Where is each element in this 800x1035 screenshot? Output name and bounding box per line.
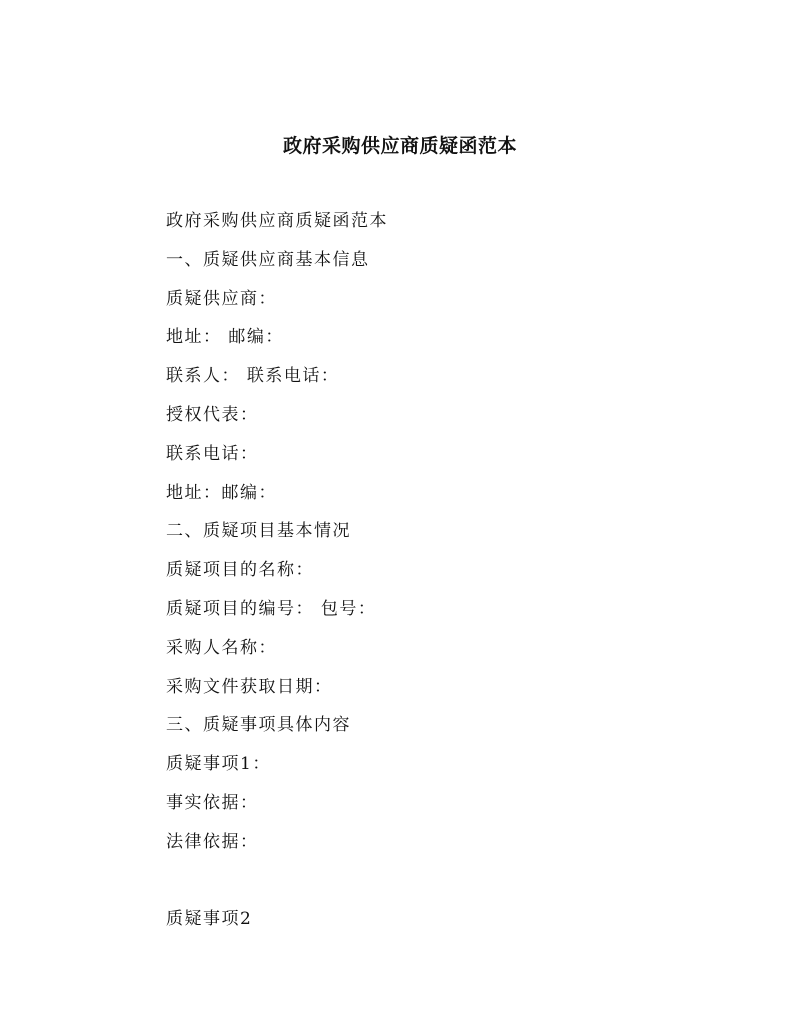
document-body xyxy=(166,206,726,943)
text-line: 法律依据： xyxy=(166,831,259,852)
text-line: 联系人： 联系电话： xyxy=(166,366,340,387)
text-line: 地址： 邮编： xyxy=(166,327,284,348)
section-heading-supplier-info: 一、质疑供应商基本信息 xyxy=(166,249,370,270)
text-line: 授权代表： xyxy=(166,404,259,425)
text-line: 地址：邮编： xyxy=(166,482,277,503)
text-line: 质疑项目的名称： xyxy=(166,560,314,581)
text-line: 质疑事项1： xyxy=(166,754,271,775)
text-line: 联系电话： xyxy=(166,443,259,464)
text-line: 采购人名称： xyxy=(166,637,277,658)
text-line: 质疑项目的编号： 包号： xyxy=(166,598,377,619)
text-line: 质疑供应商： xyxy=(166,288,277,309)
document-title: 政府采购供应商质疑函范本 xyxy=(282,135,517,157)
blank-line xyxy=(166,866,726,905)
text-line: 质疑事项2 xyxy=(166,909,253,930)
text-line: 采购文件获取日期： xyxy=(166,676,333,697)
section-heading-project-info: 二、质疑项目基本情况 xyxy=(166,521,351,542)
text-line: 政府采购供应商质疑函范本 xyxy=(166,211,388,231)
text-line: 事实依据： xyxy=(166,792,259,813)
section-heading-challenge-content: 三、质疑事项具体内容 xyxy=(166,715,351,736)
